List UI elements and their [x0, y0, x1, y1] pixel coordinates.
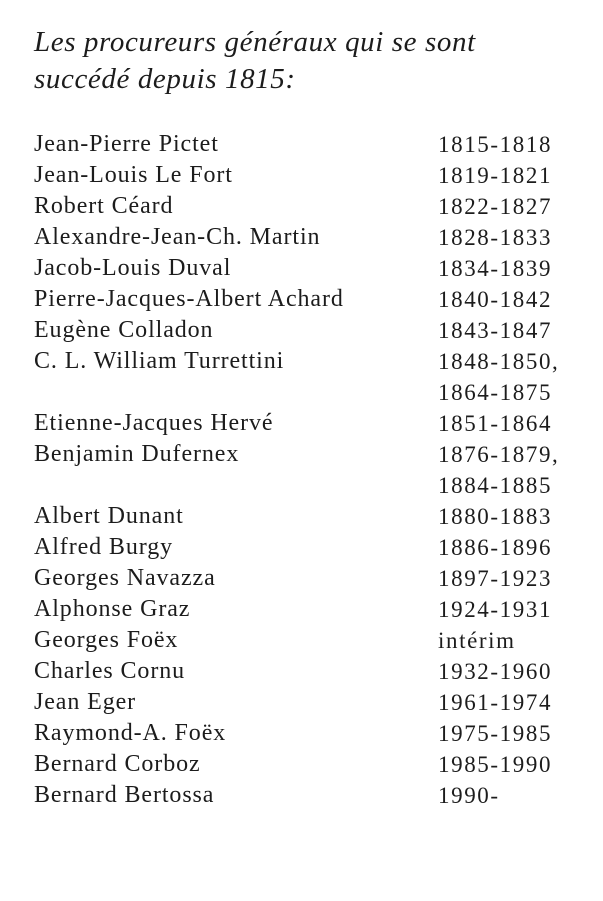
term-years: 1864-1875: [438, 380, 553, 405]
term-years: 1876-1879,: [438, 442, 560, 467]
term-years: 1880-1883: [438, 504, 553, 529]
prosecutor-name: Charles Cornu: [34, 658, 186, 684]
prosecutor-name: Pierre-Jacques-Albert Achard: [34, 286, 344, 312]
list-item: [34, 191, 579, 222]
list-item: [34, 656, 579, 687]
term-years: 1834-1839: [438, 256, 553, 281]
list-item: [34, 563, 579, 594]
prosecutor-name: C. L. William Turrettini: [34, 348, 285, 374]
term-years: 1843-1847: [438, 318, 553, 343]
prosecutor-name: Albert Dunant: [34, 503, 184, 529]
prosecutor-name: Alfred Burgy: [34, 534, 174, 560]
term-years: 1924-1931: [438, 597, 553, 622]
prosecutor-name: Jean Eger: [34, 689, 137, 715]
prosecutor-name: Benjamin Dufernex: [34, 441, 240, 467]
term-years: 1828-1833: [438, 225, 553, 250]
term-years: 1884-1885: [438, 473, 553, 498]
prosecutor-name: Etienne-Jacques Hervé: [34, 410, 274, 436]
page-title: [34, 24, 574, 98]
prosecutor-name: Raymond-A. Foëx: [34, 720, 227, 746]
prosecutor-name: Bernard Bertossa: [34, 782, 215, 808]
list-item: [34, 377, 579, 408]
term-years: 1985-1990: [438, 752, 553, 777]
term-years: 1848-1850,: [438, 349, 560, 374]
list-item: [34, 160, 579, 191]
title-line-2: succédé depuis 1815:: [34, 63, 296, 95]
list-item: [34, 625, 579, 656]
prosecutor-name: Jean-Louis Le Fort: [34, 162, 233, 188]
prosecutor-name: Georges Navazza: [34, 565, 216, 591]
list-item: [34, 718, 579, 749]
list-item: [34, 346, 579, 377]
list-item: [34, 315, 579, 346]
term-years: 1822-1827: [438, 194, 553, 219]
term-years: 1819-1821: [438, 163, 553, 188]
title-line-1: Les procureurs généraux qui se sont: [34, 26, 476, 58]
term-years: 1815-1818: [438, 132, 553, 157]
term-years: 1851-1864: [438, 411, 553, 436]
term-years: intérim: [438, 628, 516, 653]
list-item: [34, 129, 579, 160]
list-item: [34, 253, 579, 284]
list-item: [34, 439, 579, 470]
list-item: [34, 470, 579, 501]
prosecutor-name: Alexandre-Jean-Ch. Martin: [34, 224, 321, 250]
list-item: [34, 687, 579, 718]
list-item: [34, 532, 579, 563]
list-item: [34, 284, 579, 315]
term-years: 1961-1974: [438, 690, 553, 715]
prosecutor-name: Georges Foëx: [34, 627, 179, 653]
term-years: 1897-1923: [438, 566, 553, 591]
list-item: [34, 780, 579, 811]
list-item: [34, 501, 579, 532]
prosecutor-name: Robert Céard: [34, 193, 174, 219]
prosecutor-name: Jacob-Louis Duval: [34, 255, 232, 281]
term-years: 1886-1896: [438, 535, 553, 560]
prosecutor-list: [34, 129, 579, 811]
prosecutor-name: Eugène Colladon: [34, 317, 214, 343]
prosecutor-name: Alphonse Graz: [34, 596, 191, 622]
prosecutor-name: Jean-Pierre Pictet: [34, 131, 219, 157]
list-item: [34, 408, 579, 439]
term-years: 1975-1985: [438, 721, 553, 746]
list-item: [34, 594, 579, 625]
prosecutor-name: Bernard Corboz: [34, 751, 201, 777]
list-item: [34, 222, 579, 253]
term-years: 1990-: [438, 783, 500, 808]
list-item: [34, 749, 579, 780]
term-years: 1840-1842: [438, 287, 553, 312]
term-years: 1932-1960: [438, 659, 553, 684]
